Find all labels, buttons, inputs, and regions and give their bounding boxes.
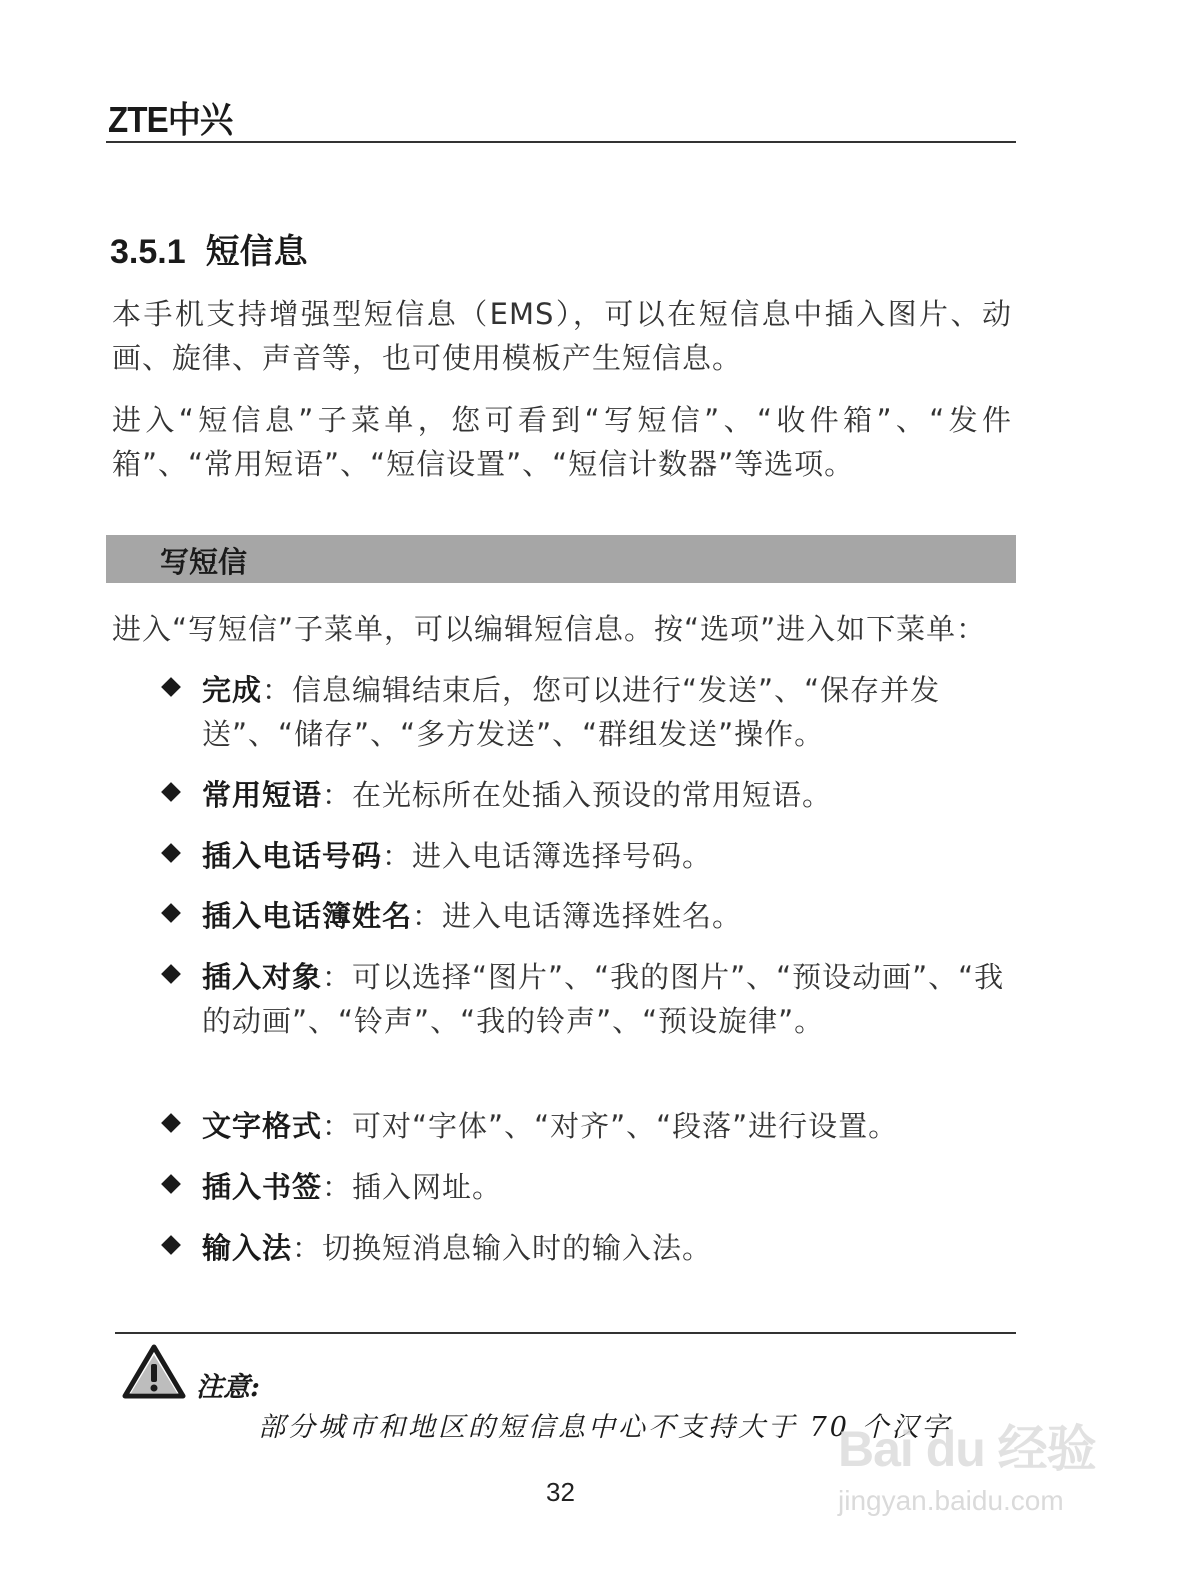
section-title-text: 短信息 [205, 232, 308, 272]
item-desc: ：插入网址。 [322, 1170, 503, 1204]
submenu-paragraph: 进入“短信息”子菜单，您可看到“写短信”、“收件箱”、“发件箱”、“常用短语”、“短信设置”、“短信计数器”等选项。 [112, 403, 1012, 481]
diamond-bullet-icon [161, 1113, 181, 1133]
watermark-brand: Bai du 经验 [838, 1421, 1096, 1477]
item-term: 文字格式 [202, 1109, 323, 1143]
watermark-url: jingyan.baidu.com [838, 1485, 1064, 1516]
section-title [110, 224, 308, 273]
diamond-bullet-icon [161, 843, 181, 863]
warning-icon [122, 1344, 186, 1400]
item-term: 完成 [202, 673, 263, 707]
item-desc: ：可对“字体”、“对齐”、“段落”进行设置。 [322, 1109, 899, 1143]
page-number: 32 [546, 1477, 575, 1507]
list-item [202, 834, 1012, 878]
list-item [202, 1165, 1012, 1209]
item-desc: ：可以选择“图片”、“我的图片”、“预设动画”、“我的动画”、“铃声”、“我的铃声”、“预设旋律”。 [202, 960, 1005, 1038]
header-divider [106, 141, 1016, 143]
list-item [202, 668, 1012, 756]
item-term: 插入电话簿姓名 [202, 899, 413, 933]
zte-logo: ZTE中兴 [108, 99, 233, 140]
note-label: 注意: [196, 1372, 260, 1403]
item-term: 常用短语 [202, 778, 323, 812]
diamond-bullet-icon [161, 903, 181, 923]
list-item [202, 894, 1012, 938]
item-desc: ：在光标所在处插入预设的常用短语。 [322, 778, 833, 812]
section-number: 3.5.1 [110, 233, 186, 271]
list-item [202, 1104, 1012, 1148]
diamond-bullet-icon [161, 677, 181, 697]
item-desc: ：进入电话簿选择号码。 [382, 839, 713, 873]
item-desc: ：切换短消息输入时的输入法。 [292, 1231, 713, 1265]
item-term: 输入法 [202, 1231, 293, 1265]
diamond-bullet-icon [161, 1235, 181, 1255]
note-text: 部分城市和地区的短信息中心不支持大于 70 个汉字 [258, 1412, 952, 1443]
baidu-watermark [830, 1395, 1120, 1530]
intro-paragraph: 本手机支持增强型短信息（EMS），可以在短信息中插入图片、动画、旋律、声音等，也可使用模板产生短信息。 [112, 297, 1012, 375]
item-term: 插入电话号码 [202, 839, 383, 873]
diamond-bullet-icon [161, 782, 181, 802]
list-item [202, 773, 1012, 817]
list-item [202, 1226, 1012, 1270]
item-term: 插入对象 [202, 960, 323, 994]
list-item [202, 955, 1012, 1043]
item-desc: ：进入电话簿选择姓名。 [412, 899, 743, 933]
item-desc: ：信息编辑结束后，您可以进行“发送”、“保存并发送”、“储存”、“多方发送”、“群组发送”操作。 [202, 673, 941, 751]
subsection-intro: 进入“写短信”子菜单，可以编辑短信息。按“选项”进入如下菜单： [112, 612, 987, 646]
diamond-bullet-icon [161, 1174, 181, 1194]
subsection-header [106, 535, 1016, 583]
item-term: 插入书签 [202, 1170, 323, 1204]
note-divider [115, 1332, 1016, 1334]
subsection-title: 写短信 [160, 545, 248, 579]
diamond-bullet-icon [161, 964, 181, 984]
